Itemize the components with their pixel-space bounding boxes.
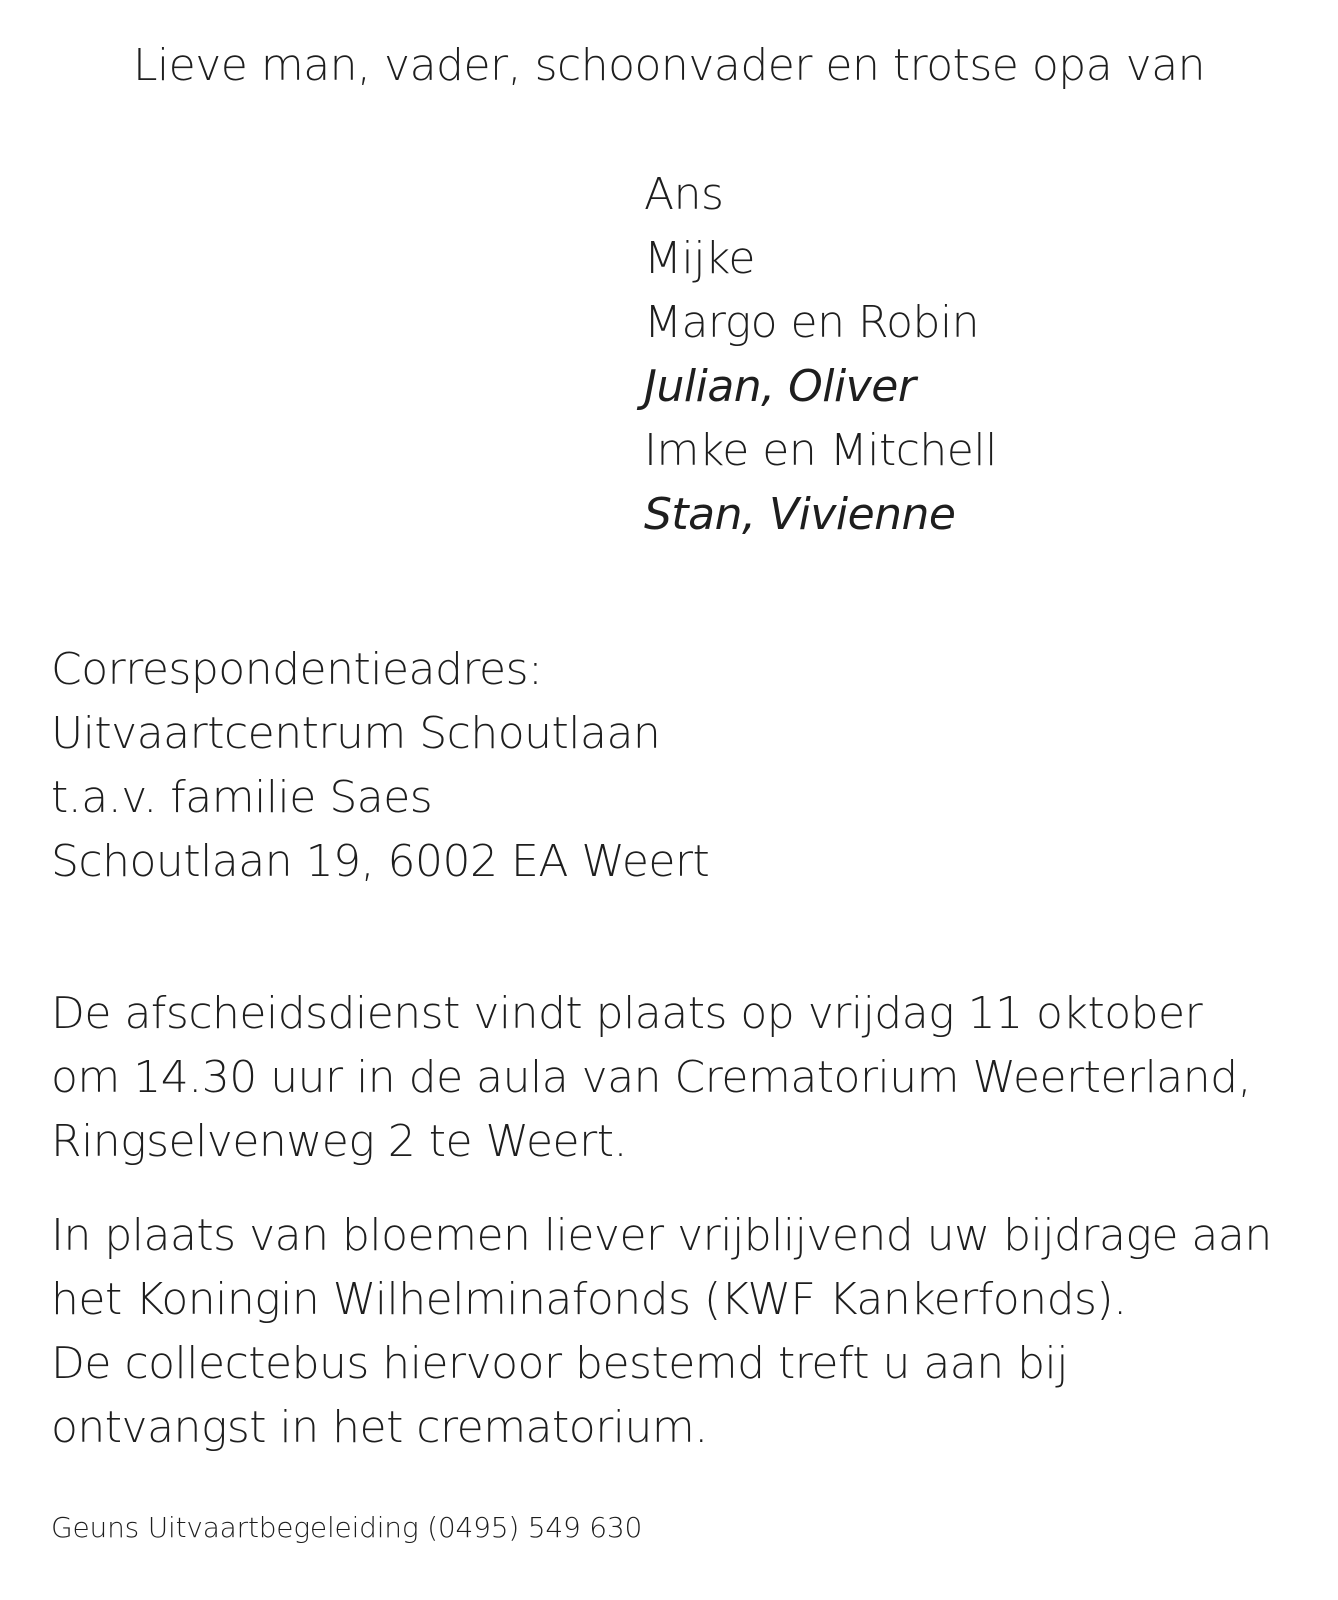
service-line: Ringselvenweg 2 te Weert.: [51, 1116, 627, 1167]
family-name: Ans: [644, 169, 724, 220]
undertaker-footer: Geuns Uitvaartbegeleiding (0495) 549 630: [51, 1511, 643, 1544]
address-line: Uitvaartcentrum Schoutlaan: [51, 708, 661, 759]
service-line: om 14.30 uur in de aula van Crematorium Weerterland,: [51, 1052, 1252, 1103]
address-line: Schoutlaan 19, 6002 EA Weert: [51, 836, 710, 887]
address-line: t.a.v. familie Saes: [51, 772, 433, 823]
donation-line: De collectebus hiervoor bestemd treft u aan bij: [51, 1338, 1069, 1389]
grandchildren-names: Stan, Vivienne: [644, 489, 956, 540]
donation-note: [51, 1204, 1272, 1460]
intro-line: Lieve man, vader, schoonvader en trotse opa van: [132, 40, 1206, 91]
service-details: [51, 982, 1251, 1174]
family-name: Imke en Mitchell: [644, 425, 997, 476]
grandchildren-names: Julian, Oliver: [644, 361, 916, 412]
family-name: Mijke: [644, 233, 755, 284]
family-name: Margo en Robin: [644, 297, 980, 348]
address-heading: Correspondentieadres:: [51, 644, 543, 695]
correspondence-address: [51, 638, 709, 894]
donation-line: In plaats van bloemen liever vrijblijvend uw bijdrage aan: [51, 1210, 1272, 1261]
donation-line: ontvangst in het crematorium.: [51, 1402, 708, 1453]
service-line: De afscheidsdienst vindt plaats op vrijdag 11 oktober: [51, 988, 1203, 1039]
donation-line: het Koningin Wilhelminafonds (KWF Kankerfonds).: [51, 1274, 1127, 1325]
family-list: [644, 163, 997, 547]
